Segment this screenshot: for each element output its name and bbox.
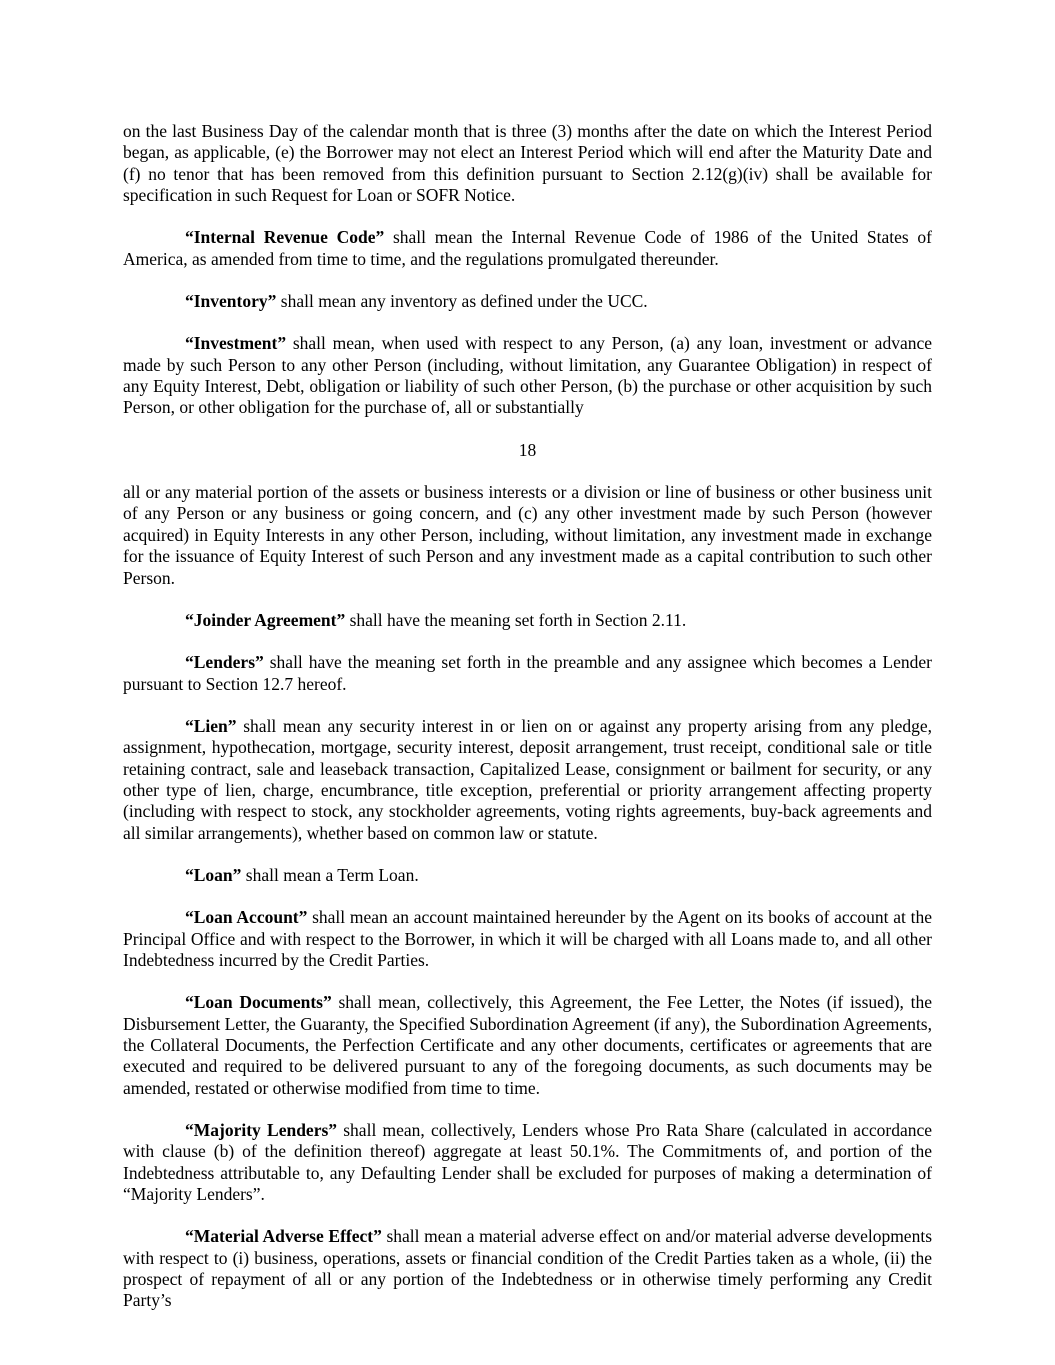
defined-term: “Material Adverse Effect” [185, 1226, 382, 1247]
defined-term: “Investment” [185, 333, 287, 354]
paragraph [123, 1226, 932, 1311]
paragraph [123, 907, 932, 971]
paragraph [123, 865, 932, 886]
paragraph [123, 291, 932, 312]
paragraph-text: shall have the meaning set forth in Section 2.11. [345, 609, 687, 630]
paragraph-text: shall mean any inventory as defined under the UCC. [276, 291, 648, 312]
paragraph-text: shall mean the Internal Revenue Code of 1986 of the United States of America, as amended from time to time, and the regulations promulgated thereunder. [123, 227, 933, 269]
defined-term: “Inventory” [185, 291, 277, 312]
defined-term: “Lien” [185, 715, 237, 736]
paragraph-text: on the last Business Day of the calendar month that is three (3) months after the date on which the Interest Period began, as applicable, (e) the Borrower may not elect an Interest Period which will end after the Maturity Date and (f) no tenor that has been removed from this definition pursuant to Section 2.12(g)(iv) shall be available for specification in such Request for Loan or SOFR Notice. [123, 121, 932, 206]
paragraph-text: all or any material portion of the assets or business interests or a division or line of business or other business unit of any Person or any business or going concern, and (c) any other investment made by such Person (however acquired) in Equity Interests in any other Person, including, without limitation, any investment made in exchange for the issuance of Equity Interest of such Person and any investment made as a capital contribution to such other Person. [123, 482, 932, 588]
paragraph-text: shall mean any security interest in or lien on or against any property arising from any pledge, assignment, hypothecation, mortgage, security interest, deposit arrangement, trust receipt, conditional sale or title retaining contract, sale and leaseback transaction, Capitalized Lease, consignment or bailment for security, or any other type of lien, charge, encumbrance, title exception, preferential or priority arrangement affecting property (including with respect to stock, any stockholder agreements, voting rights agreements, buy-back agreements and all similar arrangements), whether based on common law or statute. [123, 715, 932, 843]
defined-term: “Internal Revenue Code” [185, 227, 385, 248]
paragraph [123, 652, 932, 695]
paragraph [123, 333, 932, 418]
paragraph-text: shall mean, collectively, Lenders whose Pro Rata Share (calculated in accordance with clause (b) of the definition thereof) aggregate at least 50.1%. The Commitments of, and portion of the Indebtedness attributable to, any Defaulting Lender shall be excluded for purposes of making a determination of “Majority Lenders”. [123, 1120, 932, 1205]
paragraph [123, 716, 932, 844]
paragraph [123, 992, 932, 1099]
defined-term: “Loan Account” [185, 907, 308, 928]
defined-term: “Loan” [185, 864, 242, 885]
defined-term: “Lenders” [185, 652, 264, 673]
defined-term: “Majority Lenders” [185, 1120, 338, 1141]
paragraph-text: shall mean a material adverse effect on and/or material adverse developments with respect to (i) business, operations, assets or financial condition of the Credit Parties taken as a whole, (ii) the prospect of repayment of all or any portion of the Indebtedness or in otherwise timely performing any Credit Party’s [123, 1226, 932, 1311]
defined-term: “Loan Documents” [185, 992, 332, 1013]
defined-term: “Joinder Agreement” [185, 609, 346, 630]
paragraph [123, 610, 932, 631]
paragraph-text: shall mean an account maintained hereunder by the Agent on its books of account at the Principal Office and with respect to the Borrower, in which it will be charged with all Loans made to, and all other Indebtedness incurred by the Credit Parties. [123, 907, 932, 970]
paragraph [123, 1120, 932, 1205]
document-body [123, 121, 932, 1312]
paragraph-text: shall mean a Term Loan. [241, 864, 419, 885]
page-number [123, 440, 932, 461]
paragraph [123, 482, 932, 589]
paragraph-text: shall mean, when used with respect to any Person, (a) any loan, investment or advance made by such Person to any other Person (including, without limitation, any Guarantee Obligation) in respect of any Equity Interest, Debt, obligation or liability of such other Person, (b) the purchase or other acquisition by such Person, or other obligation for the purchase of, all or substantially [123, 333, 932, 418]
paragraph-text: 18 [518, 439, 537, 460]
paragraph-text: shall have the meaning set forth in the preamble and any assignee which becomes a Lender pursuant to Section 12.7 hereof. [123, 652, 932, 694]
paragraph [123, 227, 932, 270]
paragraph [123, 121, 932, 206]
paragraph-text: shall mean, collectively, this Agreement, the Fee Letter, the Notes (if issued), the Disbursement Letter, the Guaranty, the Specified Subordination Agreement (if any), the Subordination Agreements, the Collateral Documents, the Perfection Certificate and any other documents, certificates or agreements that are executed and required to be delivered pursuant to any of the foregoing documents, as such documents may be amended, restated or otherwise modified from time to time. [123, 992, 933, 1098]
